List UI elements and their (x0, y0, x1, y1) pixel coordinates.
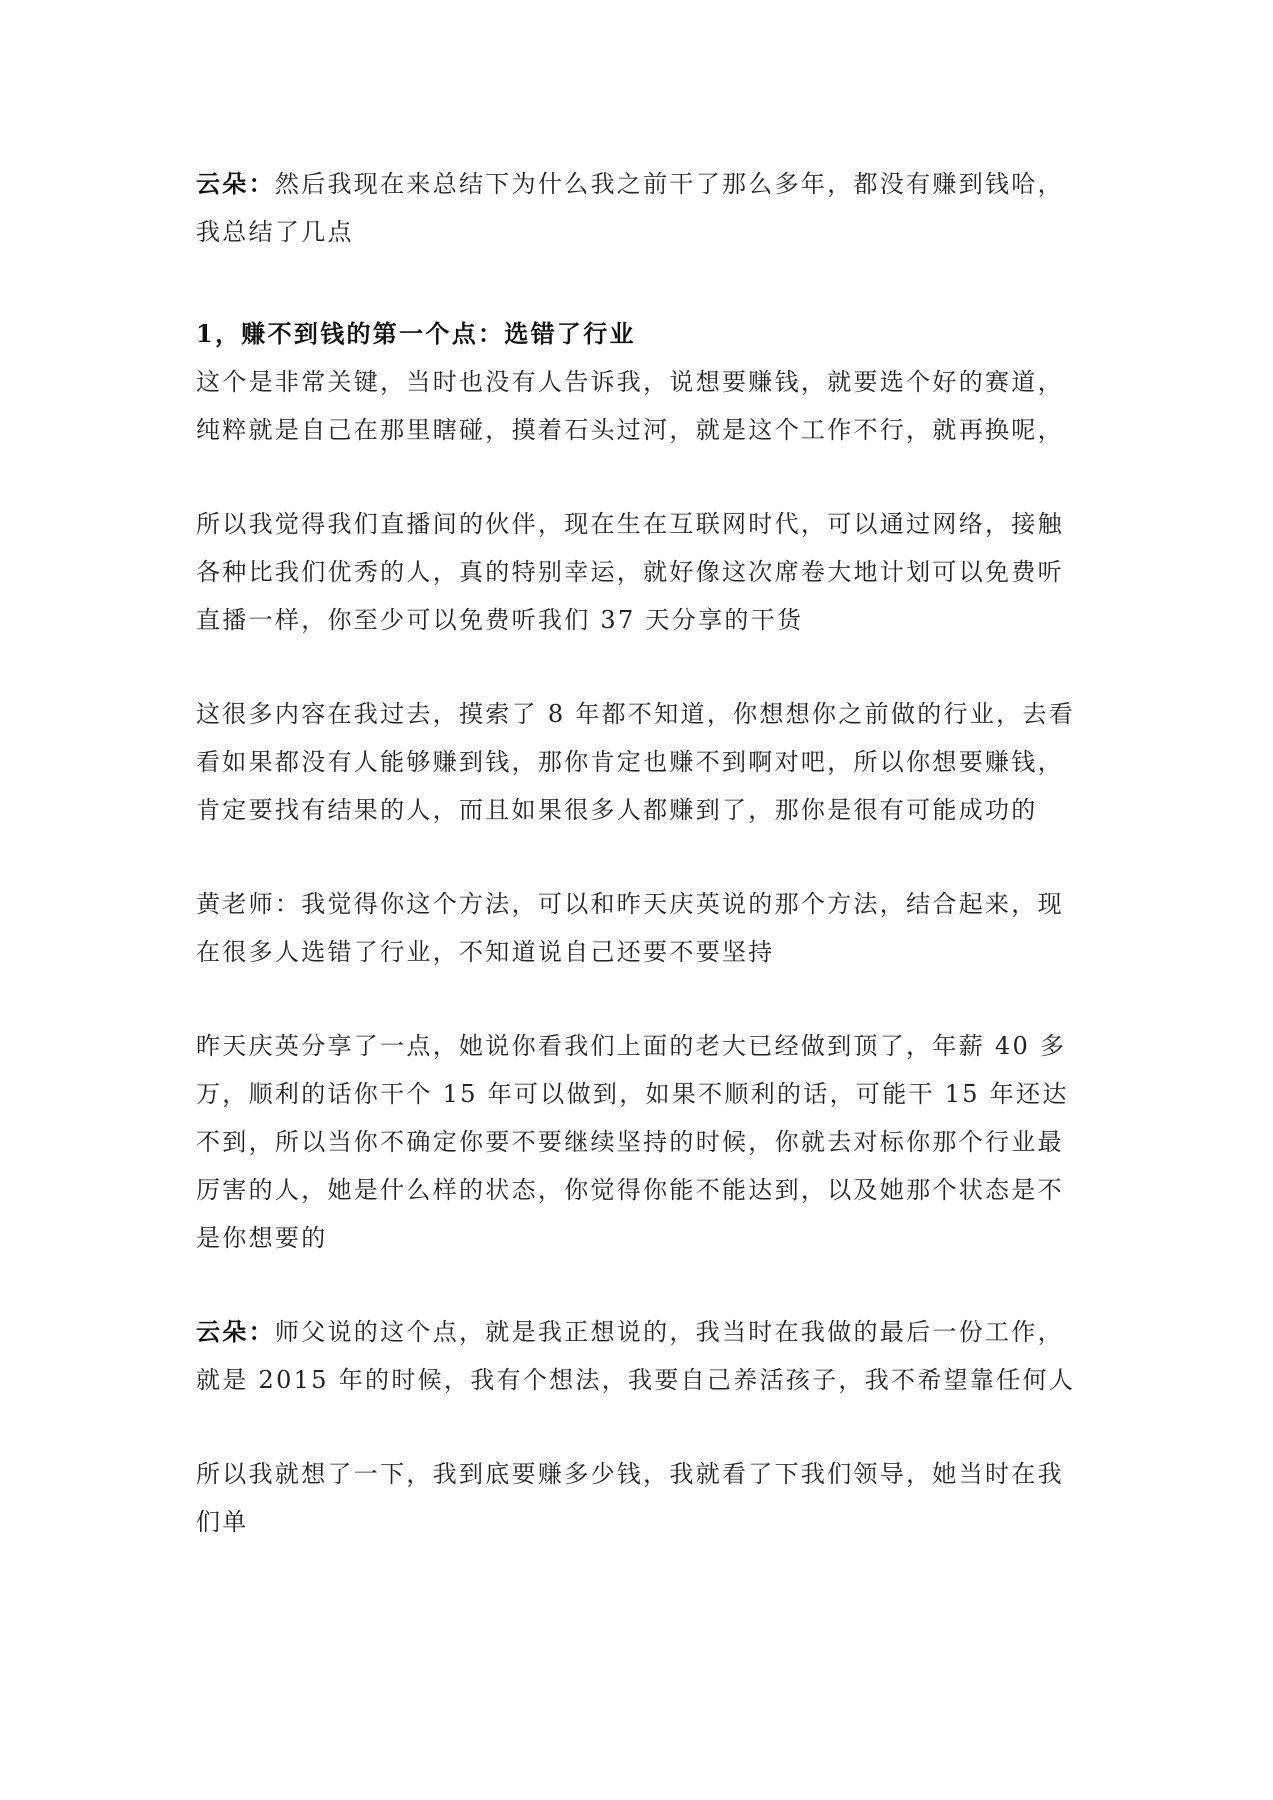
paragraph (196, 1022, 1086, 1262)
paragraph-text: 师父说的这个点，就是我正想说的，我当时在我做的最后一份工作，就是 2015 年的时候，我有个想法，我要自己养活孩子，我不希望靠任何人 (196, 1318, 1076, 1394)
paragraph (196, 500, 1086, 644)
paragraph-text: 所以我就想了一下，我到底要赚多少钱，我就看了下我们领导，她当时在我们单 (196, 1460, 1064, 1536)
paragraph-text: 然后我现在来总结下为什么我之前干了那么多年，都没有赚到钱哈，我总结了几点 (196, 170, 1064, 246)
paragraph (196, 1308, 1086, 1404)
paragraph (196, 358, 1086, 454)
paragraph (196, 690, 1086, 834)
section-heading: 1，赚不到钱的第一个点：选错了行业 (196, 319, 636, 348)
paragraph-text: 这很多内容在我过去，摸索了 8 年都不知道，你想想你之前做的行业，去看看如果都没有人能够赚到钱，那你肯定也赚不到啊对吧，所以你想要赚钱，肯定要找有结果的人，而且如果很多人都赚到了，那你是很有可能成功的 (196, 700, 1076, 824)
speaker-label: 云朵： (196, 1317, 275, 1346)
paragraph (196, 880, 1086, 976)
paragraph-text: 所以我觉得我们直播间的伙伴，现在生在互联网时代，可以通过网络，接触各种比我们优秀的人，真的特别幸运，就好像这次席卷大地计划可以免费听直播一样，你至少可以免费听我们 37 天分享的干货 (196, 510, 1064, 634)
paragraph (196, 160, 1086, 256)
paragraph (196, 1450, 1086, 1546)
document-body (196, 160, 1086, 1592)
speaker-label: 云朵： (196, 169, 275, 198)
paragraph-text: 这个是非常关键，当时也没有人告诉我，说想要赚钱，就要选个好的赛道，纯粹就是自己在那里瞎碰，摸着石头过河，就是这个工作不行，就再换呢， (196, 368, 1064, 444)
paragraph-text: 昨天庆英分享了一点，她说你看我们上面的老大已经做到顶了，年薪 40 多万，顺利的话你干个 15 年可以做到，如果不顺利的话，可能干 15 年还达不到，所以当你不确定你要不要继续坚持的时候，你就去对标你那个行业最厉害的人，她是什么样的状态，你觉得你能不能达到，以及她那个状态是不是你想要的 (196, 1032, 1069, 1252)
paragraph-text: 黄老师：我觉得你这个方法，可以和昨天庆英说的那个方法，结合起来，现在很多人选错了行业，不知道说自己还要不要坚持 (196, 890, 1064, 966)
